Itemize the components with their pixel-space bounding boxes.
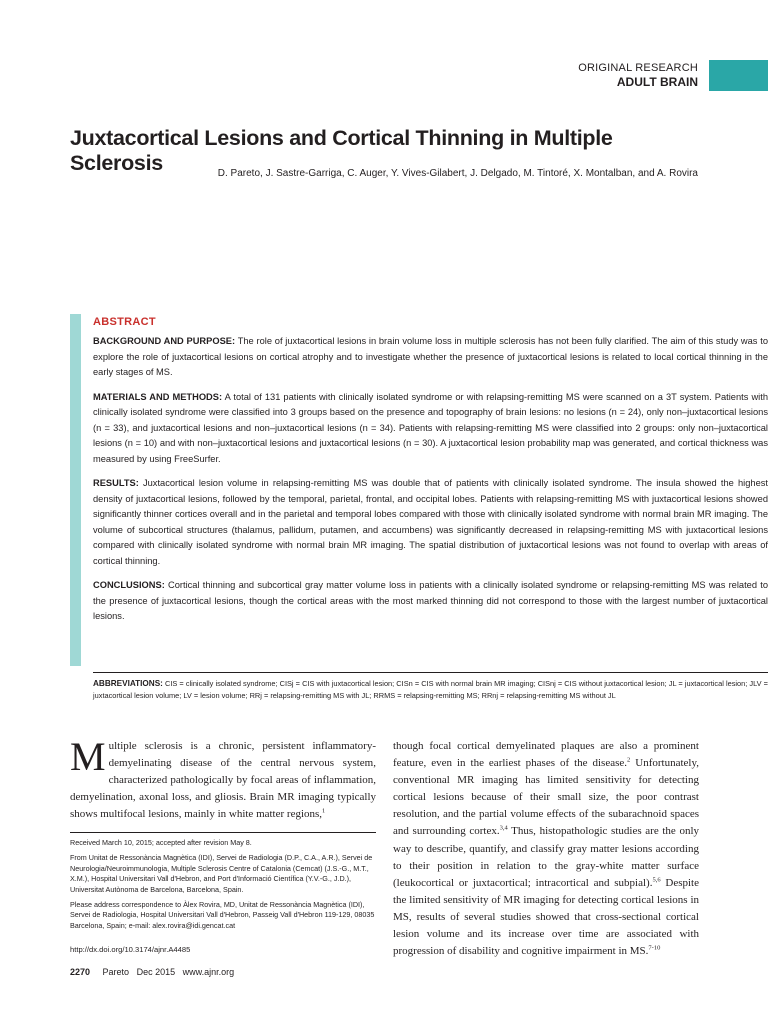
abstract-methods <box>93 390 768 468</box>
doi-link[interactable]: http://dx.doi.org/10.3174/ajnr.A4485 <box>70 945 191 954</box>
section-category: ORIGINAL RESEARCH <box>578 62 698 74</box>
abstract-results-text: Juxtacortical lesion volume in relapsing-remitting MS was double that of patients with clinically isolated syndrome. The insula showed the highest density of juxtacortical lesions, followed by the temporal, parietal, frontal, and occipital lobes. Patients with relapsing-remitting MS with juxtacortical lesions showed significantly thinner cortices overall and in the parietal and temporal lobes compared with those with clinically isolated syndrome with normal brain MR imaging. The volume of subcortical structures (thalamus, pallidum, putamen, and accumbens) was significantly decreased in relapsing-remitting MS with juxtacortical lesions compared with clinically isolated syndrome with normal brain MR imaging. The spatial distribution of juxtacortical lesions was not found to overlap with areas of cortical thinning. <box>93 478 768 566</box>
footer-author: Pareto <box>102 967 130 977</box>
intro-text-right-1: though focal cortical demyelinated plaques are also a prominent feature, even in the earliest phases of the disease. <box>393 740 699 770</box>
page-number: 2270 <box>70 967 91 977</box>
abbreviations-label: ABBREVIATIONS: <box>93 679 163 688</box>
section-subcategory: ADULT BRAIN <box>616 75 698 89</box>
abstract-body <box>93 314 768 634</box>
abstract-box <box>70 314 768 718</box>
body-column-right <box>393 738 699 960</box>
abstract-results-label: RESULTS: <box>93 478 139 488</box>
abbreviations-divider <box>93 672 768 673</box>
abstract-background-label: BACKGROUND AND PURPOSE: <box>93 336 236 346</box>
author-list: D. Pareto, J. Sastre-Garriga, C. Auger, Y. Vives-Gilabert, J. Delgado, M. Tintoré, X. Montalban, and A. Rovira <box>217 168 698 179</box>
section-accent-tab <box>709 60 768 91</box>
drop-cap: M <box>70 734 106 779</box>
abstract-conclusions <box>93 578 768 625</box>
citation-ref[interactable]: 1 <box>322 807 326 815</box>
section-label <box>578 61 698 89</box>
footnote-divider <box>70 832 376 833</box>
citation-ref[interactable]: 7-10 <box>648 944 661 952</box>
abstract-accent-bar <box>70 314 81 666</box>
intro-text-right-3: Thus, histopathologic studies are the only way to describe, quantify, and classify gray matter lesions according to their position in relation to the gray-white matter surface (leukocortical or juxtacortical; intracortical and subpial). <box>393 825 700 889</box>
intro-text-left: ultiple sclerosis is a chronic, persistent inflammatory-demyelinating disease of the central nervous system, characterized pathologically by focal areas of inflammation, demyelination, axonal loss, and gliosis. Brain MR imaging typically shows multifocal lesions, mainly in white matter regions, <box>70 740 376 821</box>
citation-ref[interactable]: 2 <box>627 756 631 764</box>
intro-text-right-4: Despite the limited sensitivity of MR imaging for detecting cortical lesions in MS, results of several studies showed that cross-sectional cortical lesion volume and its increase over time are associated with progression of disability and cognitive impairment in MS. <box>393 876 699 958</box>
footer-site-link[interactable]: www.ajnr.org <box>182 967 235 977</box>
affiliation-note: From Unitat de Ressonància Magnètica (IDI), Servei de Radiologia (D.P., C.A., A.R.), Servei de Neurologia/Neuroimmunologia, Multiple Sclerosis Centre of Catalonia (Cemcat) (J.S.-G., M.T., X.M.), Hospital Universitari Vall d'Hebron, and Port d'Informació Científica (Y.V.-G., J.D.), Universitat Autònoma de Barcelona, Barcelona, Spain. <box>70 853 373 894</box>
received-note: Received March 10, 2015; accepted after revision May 8. <box>70 838 252 847</box>
abstract-methods-label: MATERIALS AND METHODS: <box>93 391 223 402</box>
intro-text-right-2: Unfortunately, conventional MR imaging has limited sensitivity for detecting cortical lesions because of their small size, the poor contrast resolution, and the partial volume effects of the subarachnoid spaces and surrounding cortex. <box>393 757 699 838</box>
abbreviations <box>93 678 768 701</box>
footnotes <box>70 838 376 936</box>
abstract-background-text: The role of juxtacortical lesions in brain volume loss in multiple sclerosis has not been fully clarified. The aim of this study was to explore the role of juxtacortical lesions on cortical atrophy and to investigate whether the presence of juxtacortical lesions is related to local cortical thinning in the early stages of MS. <box>93 336 768 377</box>
abstract-conclusions-text: Cortical thinning and subcortical gray matter volume loss in patients with a clinically isolated syndrome or relapsing-remitting MS was related to the presence of juxtacortical lesions, though the cortical areas with the most marked thinning did not correspond to those with the largest number of juxtacortical lesions. <box>93 580 768 621</box>
abbreviations-text: CIS = clinically isolated syndrome; CISj = CIS with juxtacortical lesion; CISn = CIS with normal brain MR imaging; CISnj = CIS without juxtacortical lesion; JL = juxtacortical lesion; JLV = juxtacortical lesion volume; LV = lesion volume; RRj = relapsing-remitting MS with JL; RRMS = relapsing-remitting MS; RRnj = relapsing-remitting MS without JL <box>93 679 768 700</box>
abstract-background <box>93 334 768 381</box>
abstract-methods-text: A total of 131 patients with clinically isolated syndrome or with relapsing-remitting MS were scanned on a 3T system. Patients with clinically isolated syndrome were classified into 3 groups based on the presence and topography of brain lesions: no lesions (n = 24), only non–juxtacortical lesions (n = 33), and juxtacortical lesions and non–juxtacortical lesions (n = 34). Patients with relapsing-remitting MS were classified into 2 groups: only non–juxtacortical lesions (n = 10) and with non–juxtacortical lesions and juxtacortical lesions (n = 30). A juxtacortical lesion probability map was generated, and cortical thickness was measured by using FreeSurfer. <box>93 391 768 464</box>
article-title: Juxtacortical Lesions and Cortical Thinning in Multiple Sclerosis <box>70 126 613 175</box>
correspondence-note: Please address correspondence to Àlex Rovira, MD, Unitat de Ressonància Magnètica (IDI), Servei de Radiologia, Hospital Universitari Vall d'Hebron, Passeig Vall d'Hebron 119-129, 08035 Barcelona, Spain; e-mail: alex.rovira@idi.gencat.cat <box>70 900 375 930</box>
citation-ref[interactable]: 5,6 <box>652 876 661 884</box>
abstract-conclusions-label: CONCLUSIONS: <box>93 580 165 590</box>
abstract-heading: ABSTRACT <box>93 316 156 328</box>
footer-date: Dec 2015 <box>136 967 176 977</box>
page-footer <box>70 967 234 977</box>
abstract-results <box>93 476 768 569</box>
body-column-left <box>70 734 376 823</box>
citation-ref[interactable]: 3,4 <box>499 824 508 832</box>
